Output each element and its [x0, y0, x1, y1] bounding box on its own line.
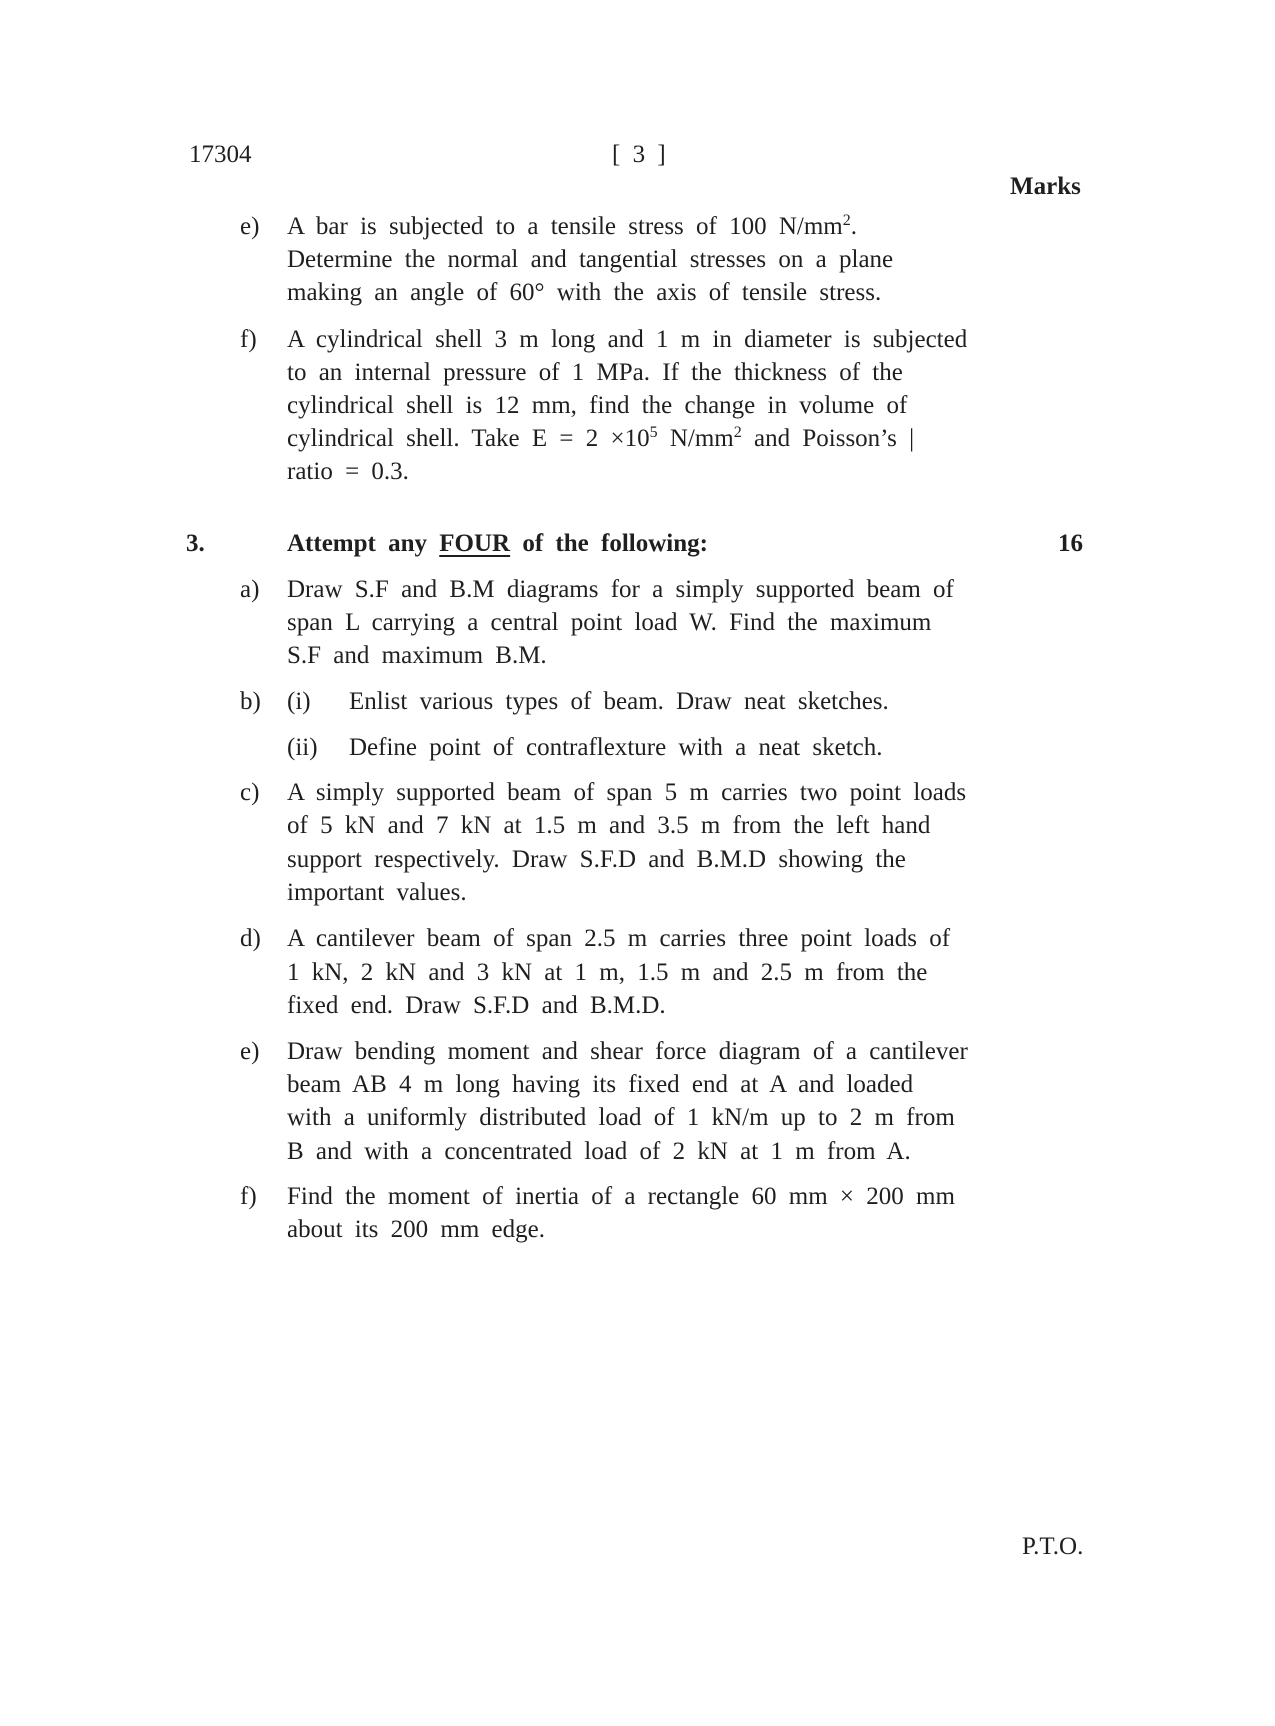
question-line: Draw bending moment and shear force diagram of a cantilever: [287, 1038, 968, 1065]
question-line: ratio = 0.3.: [287, 458, 409, 485]
question-line: Enlist various types of beam. Draw neat sketches.: [349, 688, 889, 715]
question-line: with a uniformly distributed load of 1 kN/m up to 2 m from: [287, 1104, 955, 1131]
question-line: B and with a concentrated load of 2 kN at 1 m from A.: [287, 1138, 911, 1165]
superscript: 5: [649, 424, 658, 441]
text: cylindrical shell. Take E = 2 ×10: [287, 425, 650, 452]
please-turn-over: P.T.O.: [1022, 1533, 1084, 1560]
item-label: f): [240, 1183, 257, 1210]
question-line: A cylindrical shell 3 m long and 1 m in diameter is subjected: [287, 326, 968, 353]
question-line: of 5 kN and 7 kN at 1.5 m and 3.5 m from the left hand: [287, 812, 931, 839]
question-line: [287, 212, 857, 242]
question-line: making an angle of 60° with the axis of tensile stress.: [287, 279, 882, 306]
sub-item-label: (ii): [287, 734, 318, 761]
question-line: Determine the normal and tangential stresses on a plane: [287, 246, 894, 273]
text: .: [850, 213, 858, 240]
question-line: span L carrying a central point load W. Find the maximum: [287, 609, 932, 636]
question-line: beam AB 4 m long having its fixed end at A and loaded: [287, 1071, 914, 1098]
question-line: Define point of contraflexture with a neat sketch.: [349, 734, 883, 761]
question-line: about its 200 mm edge.: [287, 1216, 545, 1243]
item-label: c): [240, 779, 260, 806]
item-label: e): [240, 213, 260, 240]
sub-item-label: (i): [287, 688, 311, 715]
item-label: e): [240, 1038, 260, 1065]
question-line: fixed end. Draw S.F.D and B.M.D.: [287, 992, 666, 1019]
item-label: d): [240, 925, 261, 952]
question-number: 3.: [186, 530, 205, 557]
question-line: cylindrical shell is 12 mm, find the change in volume of: [287, 392, 908, 419]
text: Attempt any: [287, 530, 440, 557]
emphasis: FOUR: [439, 530, 511, 557]
text: A bar is subjected to a tensile stress of 100 N/mm: [287, 213, 843, 240]
marks-heading: Marks: [1010, 173, 1081, 200]
text: and Poisson’s |: [741, 425, 915, 452]
question-line: to an internal pressure of 1 MPa. If the thickness of the: [287, 359, 903, 386]
question-line: A simply supported beam of span 5 m carries two point loads: [287, 779, 967, 806]
superscript: 2: [733, 424, 742, 441]
question-line: S.F and maximum B.M.: [287, 642, 547, 669]
question-line: support respectively. Draw S.F.D and B.M.D showing the: [287, 846, 906, 873]
item-label: a): [240, 576, 260, 603]
question-line: 1 kN, 2 kN and 3 kN at 1 m, 1.5 m and 2.5 m from the: [287, 959, 928, 986]
text: N/mm: [657, 425, 734, 452]
question-line: Find the moment of inertia of a rectangle 60 mm × 200 mm: [287, 1183, 955, 1210]
item-label: b): [240, 688, 261, 715]
item-label: f): [240, 326, 257, 353]
question-line: Draw S.F and B.M diagrams for a simply supported beam of: [287, 576, 954, 603]
question-line: important values.: [287, 879, 467, 906]
question-line: [287, 424, 914, 454]
page-number: [ 3 ]: [612, 141, 666, 168]
question-line: A cantilever beam of span 2.5 m carries three point loads of: [287, 925, 951, 952]
question-instruction: [287, 529, 708, 559]
text: of the following:: [510, 530, 708, 557]
question-marks: 16: [1058, 530, 1083, 557]
paper-code: 17304: [189, 141, 252, 168]
superscript: 2: [842, 212, 851, 229]
